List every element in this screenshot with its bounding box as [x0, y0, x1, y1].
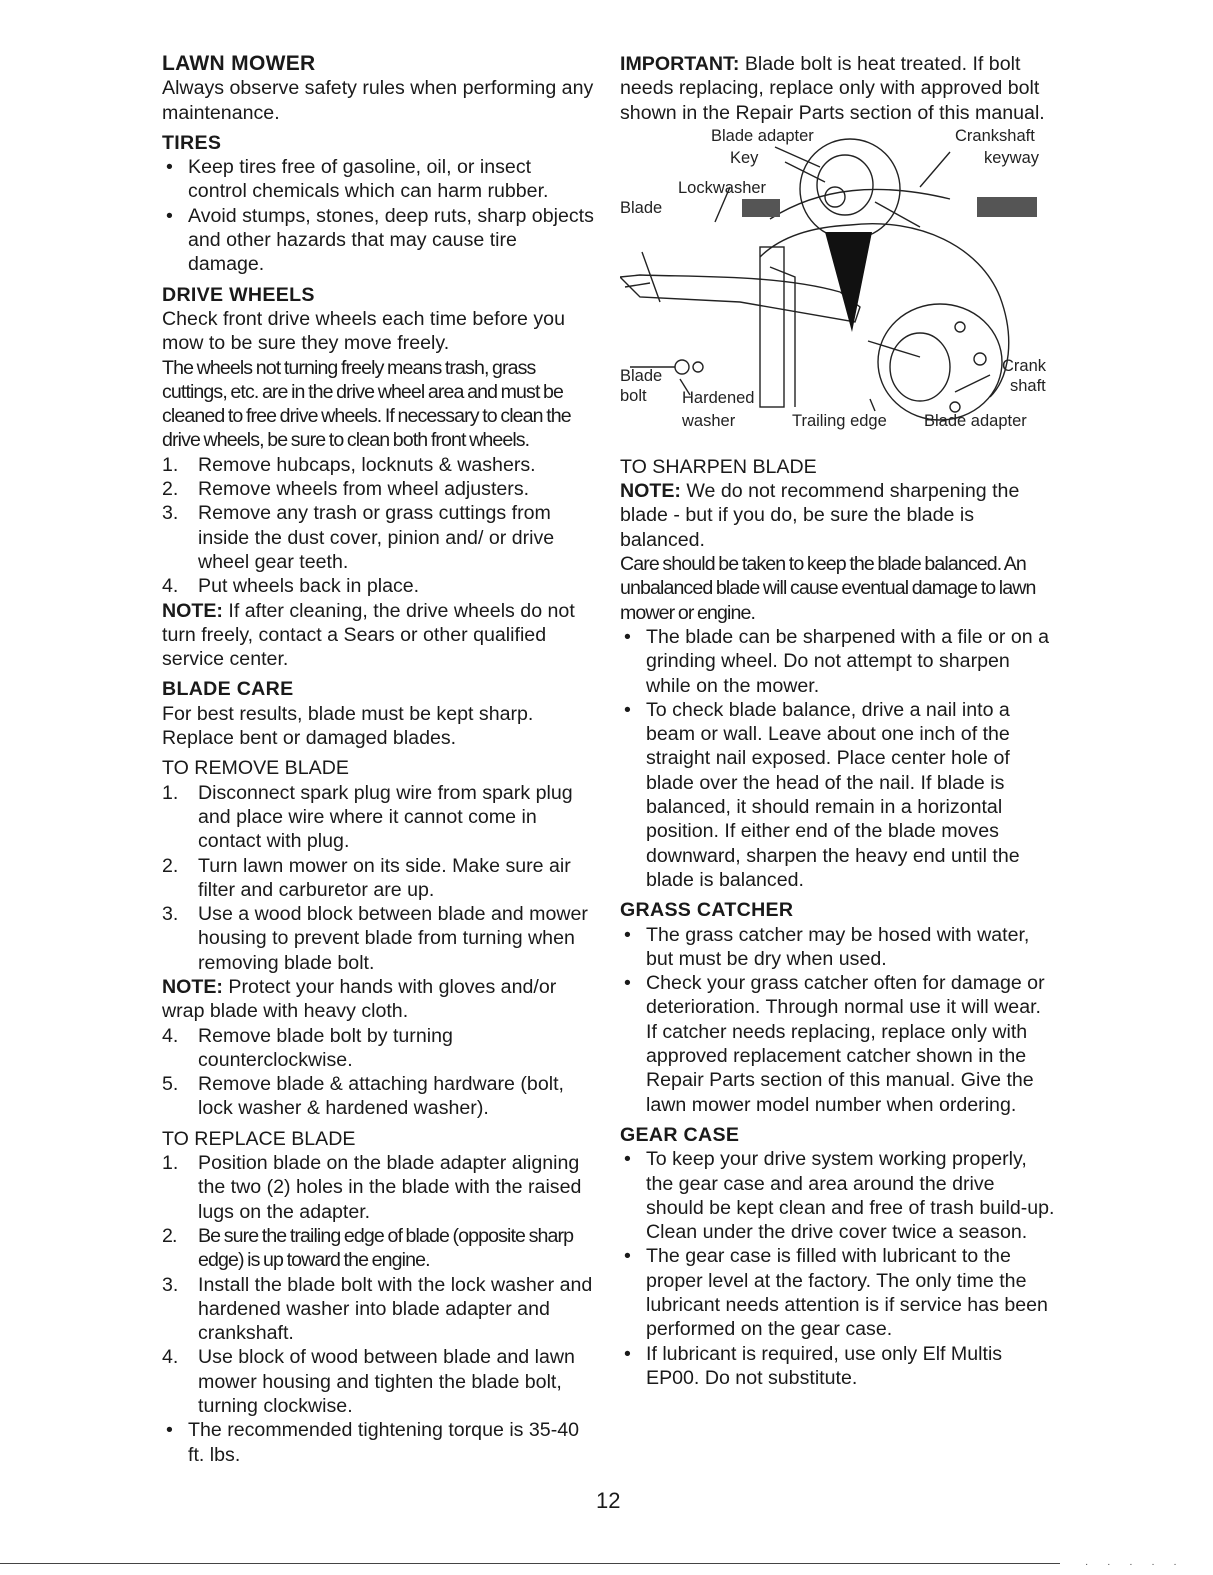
- list-item: 2. Remove wheels from wheel adjusters.: [162, 478, 530, 501]
- list-item: • Avoid stumps, stones, deep ruts, sharp objects and other hazards that may cause tire damage.: [166, 204, 594, 276]
- label-lockwasher: Lockwasher: [678, 178, 767, 197]
- label-blade-bolt-2: bolt: [620, 386, 647, 405]
- list-item: 4. Use block of wood between blade and lawn mower housing and tighten the blade bolt, turning clockwise.: [162, 1346, 575, 1418]
- bullet-marker: •: [624, 698, 631, 721]
- list-item: 2. Turn lawn mower on its side. Make sure air filter and carburetor are up.: [162, 854, 571, 901]
- label-trailing-edge: Trailing edge: [792, 411, 887, 430]
- hatched-blocks: [742, 197, 1037, 217]
- list-item: 1. Remove hubcaps, locknuts & washers.: [162, 453, 536, 476]
- magnified-adapter: [817, 155, 873, 215]
- blade-shape: [620, 275, 860, 322]
- label-hardened: Hardened: [682, 388, 755, 407]
- replace-blade-heading: TO REPLACE BLADE: [162, 1127, 356, 1150]
- drive-wheels-note: NOTE: If after cleaning, the drive wheels do not turn freely, contact a Sears or other qualified service center.: [162, 599, 575, 671]
- label-key: Key: [730, 148, 759, 167]
- list-item: 4. Remove blade bolt by turning counterclockwise.: [162, 1024, 453, 1071]
- remove-blade-heading: TO REMOVE BLADE: [162, 757, 349, 780]
- bullet-marker: •: [624, 1148, 631, 1171]
- label-washer: washer: [682, 411, 736, 430]
- gear-case-heading: GEAR CASE: [620, 1123, 740, 1146]
- adapter-side: [770, 267, 795, 407]
- blade-care-heading: BLADE CARE: [162, 678, 294, 701]
- wheel-hub: [890, 333, 950, 401]
- list-item: 4. Put wheels back in place.: [162, 575, 420, 598]
- lockwasher-part: [693, 362, 703, 372]
- grass-catcher-heading: GRASS CATCHER: [620, 899, 794, 922]
- blade-care-text: For best results, blade must be kept sharp. Replace bent or damaged blades.: [162, 702, 534, 750]
- list-item: • The recommended tightening torque is 35-40 ft. lbs.: [166, 1419, 580, 1466]
- wheel-hole: [950, 402, 960, 412]
- blade-assembly-diagram: [620, 127, 1056, 449]
- wheel-hole: [955, 322, 965, 332]
- bullet-marker: •: [166, 156, 173, 179]
- list-item: 1. Disconnect spark plug wire from spark plug and place wire where it cannot come in contact with plug.: [162, 781, 573, 853]
- lawn-mower-heading: LAWN MOWER: [162, 52, 316, 75]
- leader-line: [775, 147, 820, 167]
- leader-line: [870, 399, 875, 411]
- bullet-marker: •: [624, 625, 631, 648]
- sharpen-note: NOTE: We do not recommend sharpening the blade - but if you do, be sure the blade is balanced.: [620, 480, 1020, 551]
- list-item: • The blade can be sharpened with a file or on a grinding wheel. Do not attempt to sharpen while on the mower.: [624, 625, 1050, 697]
- tires-heading: TIRES: [162, 131, 222, 154]
- hardened-washer: [675, 360, 689, 374]
- list-item: 3. Use a wood block between blade and mower housing to prevent blade from turning when removing blade bolt.: [162, 903, 588, 974]
- bullet-marker: •: [624, 1245, 631, 1268]
- hatch-block: [742, 199, 780, 217]
- important-note: IMPORTANT: Blade bolt is heat treated. If bolt needs replacing, replace only with approved bolt shown in the Repair Parts section of this manual.: [620, 53, 1045, 124]
- label-blade: Blade: [620, 198, 663, 217]
- wheel-disk: [878, 304, 1002, 420]
- left-column: [162, 52, 594, 1467]
- magnifier-pointer: [825, 232, 872, 332]
- deck-curve: [770, 189, 950, 219]
- list-item: • The grass catcher may be hosed with water, but must be dry when used.: [624, 923, 1030, 970]
- list-item: • The gear case is filled with lubricant to the proper level at the factory. The only time the lubricant needs attention is if service has been performed on the gear case.: [624, 1245, 1048, 1341]
- remove-blade-note: NOTE: Protect your hands with gloves and/or wrap blade with heavy cloth.: [162, 975, 557, 1023]
- bullet-marker: •: [624, 923, 631, 946]
- bullet-marker: •: [166, 1419, 173, 1442]
- list-item: • Check your grass catcher often for damage or deterioration. Through normal use it will wear. If catcher needs replacing, replace only with approved replacement catcher shown in the Repair Parts section of this manual. Give the lawn mower model number when ordering.: [624, 972, 1045, 1116]
- drive-wheels-heading: DRIVE WHEELS: [162, 283, 315, 306]
- list-item: • If lubricant is required, use only Elf Multis EP00. Do not substitute.: [624, 1342, 1003, 1389]
- page-number: 12: [596, 1488, 621, 1513]
- sharpen-text: Care should be taken to keep the blade balanced. An unbalanced blade will cause eventual damage to lawn mower or engine.: [620, 553, 1036, 624]
- label-keyway: keyway: [984, 148, 1040, 167]
- label-blade-bolt-1: Blade: [620, 366, 663, 385]
- magnified-key: [825, 187, 845, 207]
- list-item: • To keep your drive system working properly, the gear case and area around the drive should be kept clean and free of trash build-up. Clean under the drive cover twice a season.: [624, 1148, 1055, 1244]
- sharpen-blade-heading: TO SHARPEN BLADE: [620, 455, 817, 478]
- leader-line: [920, 152, 950, 187]
- list-item: 3. Remove any trash or grass cuttings from inside the dust cover, pinion and/ or drive wheel gear teeth.: [162, 502, 555, 573]
- label-blade-adapter: Blade adapter: [711, 126, 814, 145]
- label-blade-adapter-bottom: Blade adapter: [924, 411, 1027, 430]
- list-item: • Keep tires free of gasoline, oil, or insect control chemicals which can harm rubber.: [166, 156, 549, 203]
- label-crank: Crank: [1002, 356, 1047, 375]
- hatch-block: [977, 197, 1037, 217]
- list-item: 1. Position blade on the blade adapter aligning the two (2) holes in the blade with the raised lugs on the adapter.: [162, 1152, 582, 1223]
- bullet-marker: •: [624, 972, 631, 995]
- drive-wheels-text: The wheels not turning freely means trash, grass cuttings, etc. are in the drive wheel area and must be cleaned to free drive wheels. If necessary to clean the drive wheels, be sure to clean both front wheels.: [162, 356, 571, 452]
- leader-line: [955, 375, 990, 392]
- right-column: [620, 52, 1056, 1390]
- bottom-rule: [0, 1563, 1060, 1564]
- bottom-dots: · · · · ·: [1085, 1559, 1185, 1570]
- drive-wheels-text: Check front drive wheels each time before you mow to be sure they move freely.: [162, 307, 565, 355]
- label-crankshaft: Crankshaft: [955, 126, 1035, 145]
- bullet-marker: •: [624, 1342, 631, 1365]
- list-item: • To check blade balance, drive a nail into a beam or wall. Leave about one inch of the straight nail exposed. Place center hole of blade over the head of the nail. If blade is balanced, it should remain in a horizontal position. If either end of the blade moves downward, sharpen the heavy end until the blade is balanced.: [624, 698, 1020, 891]
- list-item: 3. Install the blade bolt with the lock washer and hardened washer into blade adapter and crankshaft.: [162, 1273, 593, 1345]
- deck-curve: [850, 224, 1009, 397]
- crankshaft-line: [868, 341, 920, 357]
- bullet-marker: •: [166, 204, 173, 227]
- leader-line: [642, 252, 660, 302]
- list-item: 2. Be sure the trailing edge of blade (opposite sharp edge) is up toward the engine.: [162, 1224, 574, 1272]
- list-item: 5. Remove blade & attaching hardware (bolt, lock washer & hardened washer).: [162, 1073, 564, 1120]
- label-shaft: shaft: [1010, 376, 1046, 395]
- wheel-hole: [974, 353, 986, 365]
- lawn-mower-text: Always observe safety rules when performing any maintenance.: [162, 77, 594, 124]
